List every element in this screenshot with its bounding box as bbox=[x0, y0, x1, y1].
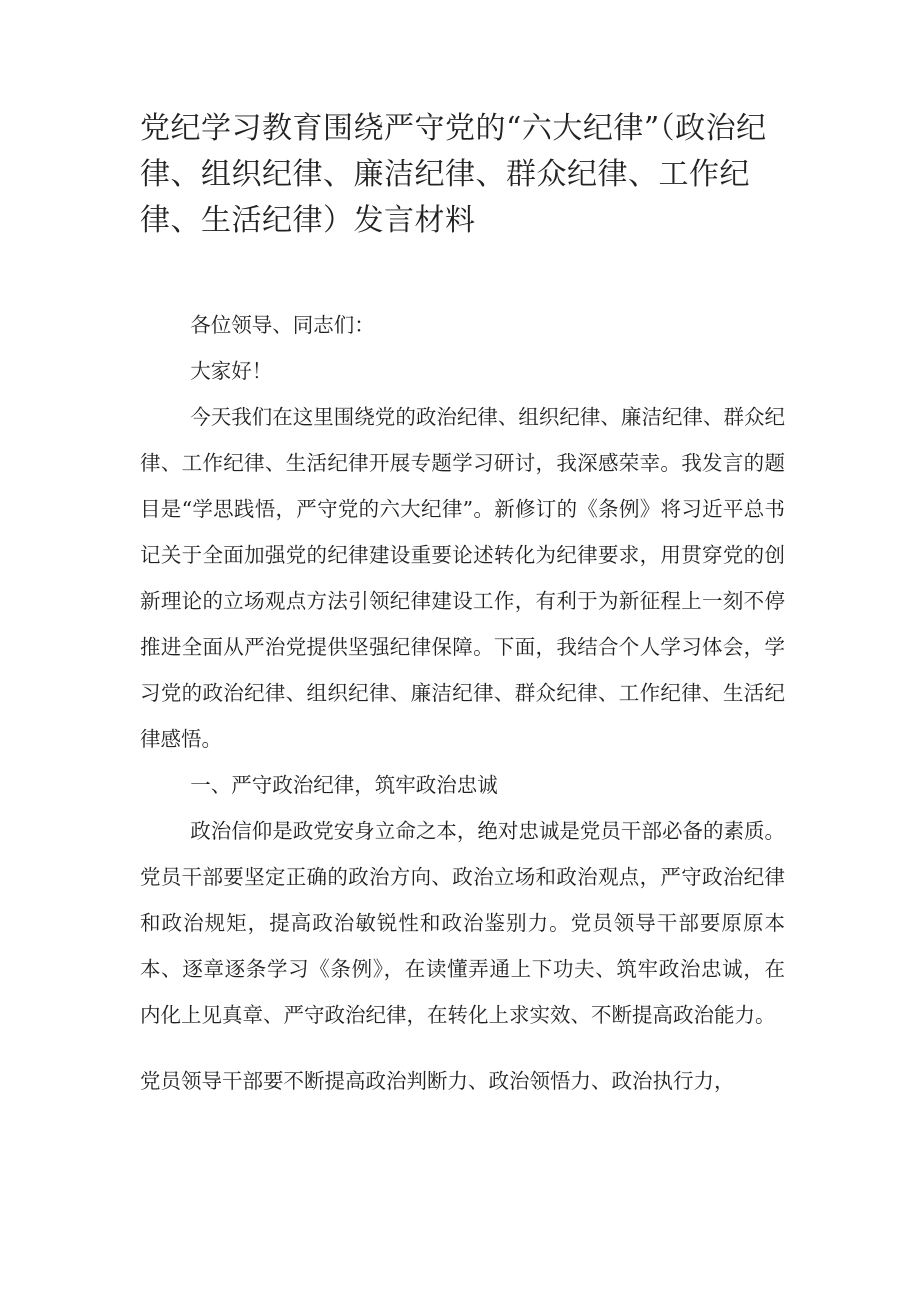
salutation: 各位领导、同志们： bbox=[190, 313, 375, 337]
trailing-paragraph: 党员领导干部要不断提高政治判断力、政治领悟力、政治执行力， bbox=[140, 1069, 735, 1093]
section-paragraph-political-discipline: 政治信仰是政党安身立命之本，绝对忠诚是党员干部必备的素质。党员干部要坚定正确的政治方向、政治立场和政治观点，严守政治纪律和政治规矩，提高政治敏锐性和政治鉴别力。党员领导干部要原原本本、逐章逐条学习《条例》，在读懂弄通上下功夫、筑牢政治忠诚，在内化上见真章、严守政治纪律，在转化上求实效、不断提高政治能力。 bbox=[140, 819, 785, 1027]
intro-paragraph: 今天我们在这里围绕党的政治纪律、组织纪律、廉洁纪律、群众纪律、工作纪律、生活纪律开展专题学习研讨，我深感荣幸。我发言的题目是“学思践悟，严守党的六大纪律”。新修订的《条例》将习近平总书记关于全面加强党的纪律建设重要论述转化为纪律要求，用贯穿党的创新理论的立场观点方法引领纪律建设工作，有利于为新征程上一刻不停推进全面从严治党提供坚强纪律保障。下面，我结合个人学习体会，学习党的政治纪律、组织纪律、廉洁纪律、群众纪律、工作纪律、生活纪律感悟。 bbox=[140, 405, 785, 751]
section-heading-political-discipline: 一、严守政治纪律，筑牢政治忠诚 bbox=[190, 773, 498, 797]
document-body bbox=[140, 302, 785, 1104]
greeting: 大家好！ bbox=[190, 359, 273, 383]
document-title: 党纪学习教育围绕严守党的“六大纪律”（政治纪律、组织纪律、廉洁纪律、群众纪律、工作纪律、生活纪律）发言材料 bbox=[140, 111, 767, 238]
